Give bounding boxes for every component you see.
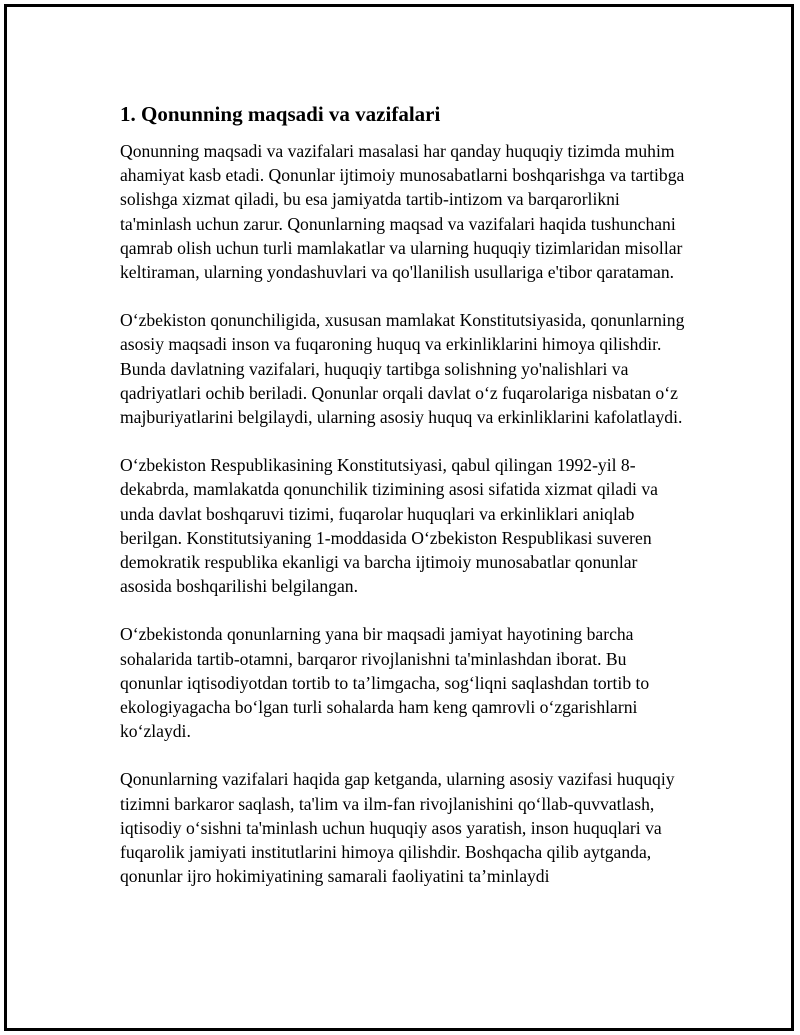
section-heading: 1. Qonunning maqsadi va vazifalari xyxy=(120,102,441,126)
paragraph-1: Qonunning maqsadi va vazifalari masalasi har qanday huquqiy tizimda muhim ahamiyat kasb etadi. Qonunlar ijtimoiy munosabatlarni boshqarishga va tartibga solishga xizmat qiladi, bu esa jamiyatda tartib-intizom va barqarorlikni ta'minlash uchun zarur. Qonunlarning maqsad va vazifalari haqida tushunchani qamrab olish uchun turli mamlakatlar va ularning huquqiy tizimlaridan misollar keltiraman, ularning yondashuvlari va qo'llanilish usullariga e'tibor qarataman. xyxy=(120,141,685,283)
paragraph-3: O‘zbekiston Respublikasining Konstitutsiyasi, qabul qilingan 1992-yil 8-dekabrda, mamlakatda qonunchilik tizimining asosi sifatida xizmat qiladi va unda davlat boshqaruvi tizimi, fuqarolar huquqlari va erkinliklari aniqlab berilgan. Konstitutsiyaning 1-moddasida O‘zbekiston Respublikasi suveren demokratik respublika ekanligi va barcha ijtimoiy munosabatlar qonunlar asosida boshqarilishi belgilangan. xyxy=(120,455,658,597)
document-content xyxy=(120,99,690,912)
paragraph-5: Qonunlarning vazifalari haqida gap ketganda, ularning asosiy vazifasi huquqiy tizimni barkaror saqlash, ta'lim va ilm-fan rivojlanishini qo‘llab-quvvatlash, iqtisodiy o‘sishni ta'minlash uchun huquqiy asos yaratish, inson huquqlari va fuqarolik jamiyati institutlarini himoya qilishdir. Boshqacha qilib aytganda, qonunlar ijro hokimiyatining samarali faoliyatini ta’minlaydi xyxy=(120,769,675,887)
paragraph-4: O‘zbekistonda qonunlarning yana bir maqsadi jamiyat hayotining barcha sohalarida tartib-otamni, barqaror rivojlanishni ta'minlashdan iborat. Bu qonunlar iqtisodiyotdan tortib to ta’limgacha, sog‘liqni saqlashdan tortib to ekologiyagacha bo‘lgan turli sohalarda ham keng qamrovli o‘zgarishlarni ko‘zlaydi. xyxy=(120,624,650,742)
page-frame xyxy=(4,4,794,1031)
paragraph-2: O‘zbekiston qonunchiligida, xususan mamlakat Konstitutsiyasida, qonunlarning asosiy maqsadi inson va fuqaroning huquq va erkinliklarini himoya qilishdir. Bunda davlatning vazifalari, huquqiy tartibga solishning yo'nalishlari va qadriyatlari ochib beriladi. Qonunlar orqali davlat o‘z fuqarolariga nisbatan o‘z majburiyatlarini belgilaydi, ularning asosiy huquq va erkinliklarini kafolatlaydi. xyxy=(120,310,685,428)
